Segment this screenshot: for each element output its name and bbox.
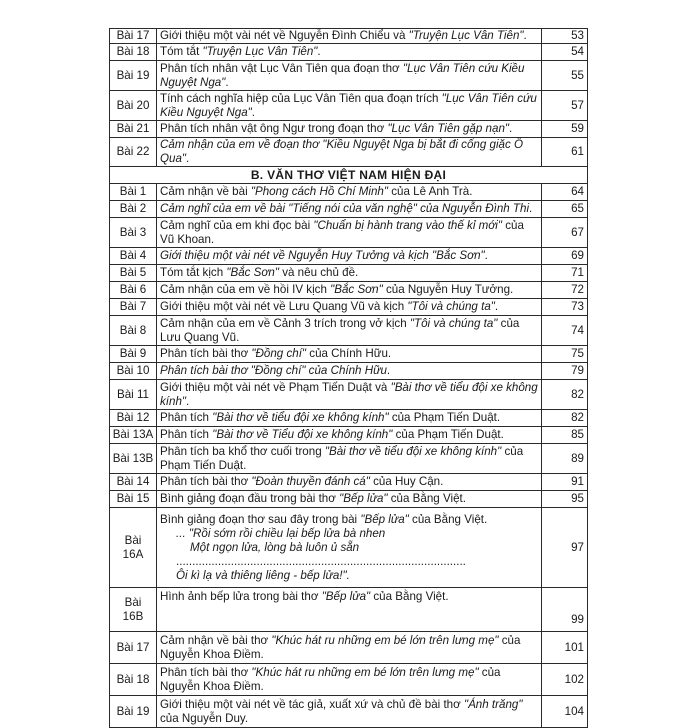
table-row	[110, 508, 588, 588]
table-row	[110, 588, 588, 632]
lesson-title	[157, 218, 542, 248]
lesson-title-part: Phân tích bài thơ	[160, 475, 252, 488]
lesson-title-part: của Phạm Tiến Duật.	[160, 444, 524, 472]
lesson-number: Bài 2	[110, 201, 157, 218]
lesson-title-part: Phân tích	[160, 428, 213, 441]
lesson-title	[157, 29, 542, 44]
lesson-title-part: "Đoàn thuyền đánh cá"	[251, 475, 370, 488]
lesson-number: Bài 17	[110, 632, 157, 664]
lesson-title-part: .	[317, 45, 321, 58]
lesson-title-part: Phân tích nhân vật ông Ngư trong đoạn thơ	[160, 122, 388, 135]
page-number: 73	[542, 299, 588, 316]
lesson-title	[157, 316, 542, 346]
page-number: 65	[542, 201, 588, 218]
lesson-title	[157, 265, 542, 282]
table-row	[110, 427, 588, 444]
page-number: 89	[542, 444, 588, 474]
page-number: 91	[542, 474, 588, 491]
lesson-title-part: "Bài thơ về tiểu đội xe không kính"	[212, 411, 389, 424]
lesson-title-part: Giới thiệu một vài nét về tác giả, xuất xứ và chủ đề bài thơ	[160, 697, 464, 711]
page-number: 75	[542, 346, 588, 363]
lesson-title	[157, 474, 542, 491]
lesson-title-part: "Truyện Lục Vân Tiên"	[408, 29, 524, 42]
lesson-title	[157, 664, 542, 696]
page-number: 85	[542, 427, 588, 444]
table-row	[110, 491, 588, 508]
page-number: 59	[542, 121, 588, 138]
page-number: 64	[542, 184, 588, 201]
table-row	[110, 632, 588, 664]
lesson-number: Bài 13A	[110, 427, 157, 444]
lesson-title-part: "Bắc Sơn"	[330, 283, 383, 296]
table-row	[110, 474, 588, 491]
page-number: 57	[542, 91, 588, 121]
table-row	[110, 29, 588, 44]
table-row	[110, 444, 588, 474]
lesson-title-part: Cảm nghĩ của em về bài "Tiếng nói của văn nghệ" của Nguyễn Đình Thi	[160, 202, 530, 215]
page-number: 61	[542, 138, 588, 167]
table-row	[110, 363, 588, 380]
page-number: 99	[542, 588, 588, 632]
page-number: 54	[542, 44, 588, 61]
lesson-title-part: .	[386, 364, 391, 377]
lesson-title	[157, 444, 542, 474]
lesson-title-part: "Truyện Lục Vân Tiên"	[202, 45, 318, 58]
page-number: 82	[542, 410, 588, 427]
lesson-title: Hình ảnh bếp lửa trong bài thơ "Bếp lửa" của Bằng Việt.	[157, 588, 542, 632]
lesson-number: Bài 18	[110, 664, 157, 696]
lesson-title-part: của Lê Anh Trà.	[388, 185, 473, 198]
lesson-title-part: "Lục Vân Tiên gặp nạn"	[387, 122, 510, 135]
lesson-title: Bình giảng đoạn thơ sau đây trong bài "Bếp lửa" của Bằng Việt. ... "Rồi sớm rồi chiều lại bếp lửa bà nhen Một ngọn lửa, lòng bà luôn ủ sẵn .......................................................................................... Ôi kì lạ và thiêng liêng - bếp lửa!".	[157, 508, 542, 588]
lesson-title-part: .	[529, 202, 533, 215]
lesson-title	[157, 282, 542, 299]
lesson-title	[157, 121, 542, 138]
table-row	[110, 696, 588, 728]
lesson-title-part: của Nguyễn Huy Tưởng.	[382, 283, 514, 296]
lesson-title-part: của Huy Cận.	[369, 475, 444, 488]
lesson-title	[157, 410, 542, 427]
lesson-title-part: "Tôi và chúng ta"	[409, 316, 498, 330]
lesson-title-part: Cảm nhận của em về hồi IV kịch	[160, 283, 331, 296]
table-row	[110, 316, 588, 346]
lesson-number: Bài 6	[110, 282, 157, 299]
lesson-number: Bài 19	[110, 61, 157, 91]
lesson-title-part: Tóm tắt	[160, 45, 203, 58]
lesson-number: Bài 9	[110, 346, 157, 363]
lesson-title-part: "Bếp lửa"	[339, 492, 388, 505]
lesson-title-part: "Lục Vân Tiên cứu Kiều Nguyệt Nga"	[160, 61, 525, 89]
lesson-number: Bài 16A	[110, 508, 157, 588]
table-row	[110, 91, 588, 121]
lesson-title-part: .	[509, 122, 513, 135]
lesson-title-part: "Bài thơ về tiểu đội xe không kính"	[324, 444, 502, 458]
poem-line: ... "Rồi sớm rồi chiều lại bếp lửa bà nhen	[176, 526, 386, 540]
lesson-title-part: của Nguyễn Duy.	[160, 711, 249, 725]
lesson-title	[157, 380, 542, 410]
lesson-number: Bài 22	[110, 138, 157, 167]
lesson-title-part: Cảm nhận của em về đoạn thơ "Kiều Nguyệt Nga bị bắt đi cống giặc Ô Qua"	[160, 138, 524, 165]
table-row	[110, 664, 588, 696]
lesson-title	[157, 201, 542, 218]
lesson-title-part: "Ánh trăng"	[463, 697, 523, 711]
lesson-title-part: "Đồng chí"	[251, 347, 307, 360]
page-number: 67	[542, 218, 588, 248]
table-row	[110, 44, 588, 61]
page-number: 79	[542, 363, 588, 380]
lesson-number: Bài 10	[110, 363, 157, 380]
table-row	[110, 184, 588, 201]
lesson-title-part: "Khúc hát ru những em bé lớn trên lưng mẹ"	[251, 665, 479, 679]
lesson-title-part: Giới thiệu một vài nét về Nguyễn Huy Tưởng và kịch "Bắc Sơn"	[160, 249, 485, 262]
page-number: 74	[542, 316, 588, 346]
table-row	[110, 346, 588, 363]
lesson-title-part: của Phạm Tiến Duật.	[388, 411, 501, 424]
lesson-title-part: Tính cách nghĩa hiệp của Lục Vân Tiên qua đoạn trích	[160, 91, 442, 105]
lesson-title-part: Phân tích bài thơ "Đồng chí" của Chính Hữu	[160, 364, 387, 377]
lesson-title-part: "Chuẩn bị hành trang vào thế kỉ mới"	[313, 218, 502, 232]
table-row	[110, 218, 588, 248]
table-row	[110, 61, 588, 91]
lesson-title-part: .	[523, 29, 527, 42]
lesson-title	[157, 363, 542, 380]
lesson-title	[157, 346, 542, 363]
lesson-number: Bài 20	[110, 91, 157, 121]
lesson-title-part: Phân tích ba khổ thơ cuối trong	[160, 444, 325, 458]
lesson-title	[157, 491, 542, 508]
page-number: 101	[542, 632, 588, 664]
page-number: 104	[542, 696, 588, 728]
table-row	[110, 410, 588, 427]
poem-line: Một ngọn lửa, lòng bà luôn ủ sẵn	[190, 540, 360, 554]
lesson-title-part: Phân tích	[160, 411, 213, 424]
lesson-title-part: Giới thiệu một vài nét về Nguyễn Đình Chiểu và	[160, 29, 409, 42]
table-row	[110, 299, 588, 316]
lesson-title-part: .	[186, 152, 190, 165]
page-number: 95	[542, 491, 588, 508]
lesson-title-part: của Nguyễn Khoa Điềm.	[160, 665, 501, 693]
lesson-title-part: .	[186, 394, 190, 408]
lesson-number: Bài 1	[110, 184, 157, 201]
page-number: 71	[542, 265, 588, 282]
ellipsis-line: ..........................................................................................	[176, 554, 466, 568]
lesson-number: Bài 3	[110, 218, 157, 248]
lesson-title	[157, 44, 542, 61]
lesson-number: Bài 12	[110, 410, 157, 427]
table-row	[110, 265, 588, 282]
lesson-number: Bài 14	[110, 474, 157, 491]
lesson-title	[157, 427, 542, 444]
table-row	[110, 138, 588, 167]
lesson-title	[157, 138, 542, 167]
lesson-number: Bài 17	[110, 29, 157, 44]
lesson-title-part: "Tôi và chúng ta"	[407, 300, 495, 313]
table-row	[110, 380, 588, 410]
lesson-title-part: Cảm nhận về bài thơ	[160, 633, 272, 647]
lesson-number: Bài 5	[110, 265, 157, 282]
lesson-title-part: Phân tích nhân vật Lục Vân Tiên qua đoạn thơ	[160, 61, 403, 75]
section-title: B. VĂN THƠ VIỆT NAM HIỆN ĐẠI	[110, 167, 588, 184]
lesson-title-part: của Vũ Khoan.	[160, 218, 524, 246]
poem-line: Ôi kì lạ và thiêng liêng - bếp lửa!".	[176, 568, 350, 582]
page-number: 97	[542, 508, 588, 588]
lesson-title-part: Cảm nghĩ của em khi đọc bài	[160, 218, 314, 232]
page-number: 82	[542, 380, 588, 410]
lesson-number: Bài 11	[110, 380, 157, 410]
lesson-number: Bài 19	[110, 696, 157, 728]
lesson-title-part: Phân tích bài thơ	[160, 665, 252, 679]
lesson-number: Bài 4	[110, 248, 157, 265]
lesson-title-part: Bình giảng đoạn đầu trong bài thơ	[160, 492, 340, 505]
lesson-number: Bài 8	[110, 316, 157, 346]
page-number: 53	[542, 29, 588, 44]
lesson-title	[157, 696, 542, 728]
lesson-title-part: của Lưu Quang Vũ.	[160, 316, 520, 344]
lesson-title-part: của Nguyễn Khoa Điềm.	[160, 633, 521, 661]
lesson-title-part: .	[494, 300, 499, 313]
lesson-title	[157, 91, 542, 121]
lesson-title-part: .	[225, 75, 229, 89]
lesson-title-part: "Lục Vân Tiên cứu Kiều Nguyệt Nga"	[160, 91, 537, 119]
lesson-title	[157, 184, 542, 201]
lesson-title-part: "Bài thơ về tiểu đội xe không kính"	[160, 380, 538, 408]
table-row	[110, 121, 588, 138]
lesson-title-part: "Bắc Sơn"	[226, 266, 279, 279]
lesson-number: Bài 16B	[110, 588, 157, 632]
lesson-number: Bài 7	[110, 299, 157, 316]
lesson-number: Bài 13B	[110, 444, 157, 474]
lesson-title	[157, 61, 542, 91]
lesson-title-part: và nêu chủ đề.	[278, 266, 359, 279]
lesson-title-part: của Phạm Tiến Duật.	[392, 428, 504, 441]
contents-table	[109, 28, 588, 728]
lesson-number: Bài 21	[110, 121, 157, 138]
table-of-contents	[109, 28, 588, 728]
page-number: 69	[542, 248, 588, 265]
page-number: 102	[542, 664, 588, 696]
lesson-title-part: "Bài thơ về Tiểu đội xe không kính"	[212, 428, 393, 441]
lesson-title	[157, 248, 542, 265]
lesson-title-part: Cảm nhận của em về Cảnh 3 trích trong vở kịch	[160, 316, 410, 330]
lesson-title-part: "Khúc hát ru những em bé lớn trên lưng mẹ"	[271, 633, 499, 647]
lesson-number: Bài 15	[110, 491, 157, 508]
lesson-title	[157, 299, 542, 316]
lesson-title-part: .	[484, 249, 488, 262]
lesson-title-part: của Bằng Việt.	[387, 492, 466, 505]
lesson-title-part: Tóm tắt kịch	[160, 266, 227, 279]
lesson-title-part: .	[251, 105, 255, 119]
page-number: 55	[542, 61, 588, 91]
lesson-title-part: "Phong cách Hồ Chí Minh"	[250, 185, 388, 198]
lesson-title-part: của Chính Hữu.	[306, 347, 392, 360]
lesson-title-part: Cảm nhận về bài	[160, 185, 251, 198]
section-header-row	[110, 167, 588, 184]
lesson-title-part: Phân tích bài thơ	[160, 347, 252, 360]
table-row	[110, 201, 588, 218]
lesson-title	[157, 632, 542, 664]
table-row	[110, 248, 588, 265]
table-row	[110, 282, 588, 299]
lesson-number: Bài 18	[110, 44, 157, 61]
lesson-title-part: Giới thiệu một vài nét về Phạm Tiến Duật và	[160, 380, 391, 394]
page-number: 72	[542, 282, 588, 299]
lesson-title-part: Giới thiệu một vài nét về Lưu Quang Vũ và kịch	[160, 300, 408, 313]
